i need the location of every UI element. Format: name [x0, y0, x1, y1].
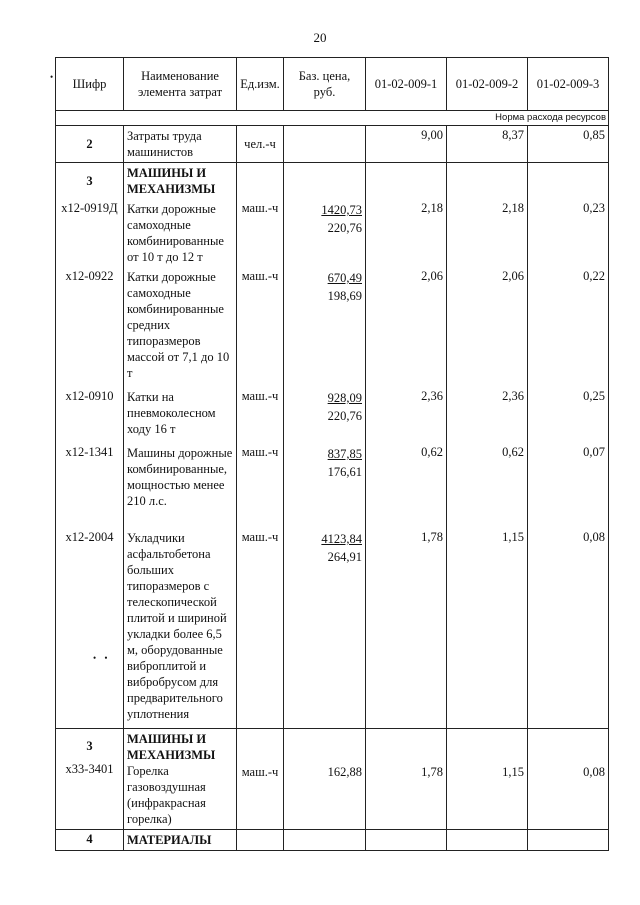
machine-unit: маш.-ч — [237, 443, 284, 528]
header-col3: 01-02-009-3 — [528, 58, 609, 111]
price-salary: 264,91 — [327, 550, 362, 564]
burner-v1: 1,78 — [366, 728, 447, 829]
labor-v2: 8,37 — [447, 126, 528, 163]
machine-v2: 0,62 — [447, 443, 528, 528]
machine-unit: маш.-ч — [237, 267, 284, 387]
machine-unit: маш.-ч — [237, 199, 284, 267]
machine-v1: 2,06 — [366, 267, 447, 387]
machine-name: Катки дорожные самоходные комбинированные средних типоразмеров массой от 7,1 до 10 т — [124, 267, 237, 387]
machine-v3: 0,22 — [528, 267, 609, 387]
burner-v3: 0,08 — [528, 728, 609, 829]
price-salary: 198,69 — [327, 289, 362, 303]
table-row — [56, 528, 609, 728]
labor-code: 2 — [56, 126, 124, 163]
margin-mark: • — [50, 72, 54, 82]
machine-code: х12-0919Д — [56, 199, 124, 267]
machine-v2: 2,06 — [447, 267, 528, 387]
table-row — [56, 443, 609, 528]
header-price: Баз. цена, руб. — [284, 58, 366, 111]
machine-price — [284, 528, 366, 728]
stray-dots: • • — [93, 653, 111, 663]
section-name: МАШИНЫ И МЕХАНИЗМЫ — [127, 731, 216, 762]
header-col1: 01-02-009-1 — [366, 58, 447, 111]
machine-price — [284, 267, 366, 387]
labor-v1: 9,00 — [366, 126, 447, 163]
header-col2: 01-02-009-2 — [447, 58, 528, 111]
machine-v1: 0,62 — [366, 443, 447, 528]
price-salary: 220,76 — [327, 221, 362, 235]
section-row — [56, 829, 609, 850]
header-code: Шифр — [56, 58, 124, 111]
burner-name: Горелка газовоздушная (инфракрасная горелка) — [127, 763, 206, 826]
price-main: 4123,84 — [321, 532, 362, 546]
price-main: 1420,73 — [321, 203, 362, 217]
machine-unit: маш.-ч — [237, 528, 284, 728]
machine-v3: 0,07 — [528, 443, 609, 528]
burner-price: 162,88 — [284, 728, 366, 829]
section-row — [56, 728, 609, 829]
burner-code: х33-3401 — [65, 761, 114, 776]
page-number: 20 — [313, 30, 327, 45]
machine-v1: 2,18 — [366, 199, 447, 267]
resource-table — [55, 57, 609, 851]
machine-code: х12-0910 — [56, 387, 124, 443]
burner-name-cell — [124, 728, 237, 829]
machine-v2: 1,15 — [447, 528, 528, 728]
machine-price — [284, 443, 366, 528]
materials-name: МАТЕРИАЛЫ — [124, 829, 237, 850]
price-main: 928,09 — [327, 391, 362, 405]
machine-unit: маш.-ч — [237, 387, 284, 443]
labor-price — [284, 126, 366, 163]
header-unit: Ед.изм. — [237, 58, 284, 111]
labor-name: Затраты труда машинистов — [124, 126, 237, 163]
norm-label: Норма расхода ресурсов — [56, 111, 609, 126]
table-row — [56, 126, 609, 163]
materials-code: 4 — [56, 829, 124, 850]
table-row — [56, 267, 609, 387]
machine-v3: 0,25 — [528, 387, 609, 443]
table-row — [56, 387, 609, 443]
section-code: 3 — [56, 163, 124, 200]
price-main: 837,85 — [327, 447, 362, 461]
machine-v2: 2,36 — [447, 387, 528, 443]
burner-v2: 1,15 — [447, 728, 528, 829]
burner-unit: маш.-ч — [237, 728, 284, 829]
labor-unit: чел.-ч — [237, 126, 284, 163]
price-main: 670,49 — [327, 271, 362, 285]
table-header-row — [56, 58, 609, 111]
machine-v1: 1,78 — [366, 528, 447, 728]
machine-v2: 2,18 — [447, 199, 528, 267]
section-code: 3 — [86, 738, 93, 753]
section-row — [56, 163, 609, 200]
machine-v3: 0,23 — [528, 199, 609, 267]
machine-name: Катки дорожные самоходные комбинированные от 10 т до 12 т — [124, 199, 237, 267]
table-row — [56, 199, 609, 267]
norm-row — [56, 111, 609, 126]
burner-code-cell — [56, 728, 124, 829]
price-salary: 176,61 — [327, 465, 362, 479]
machine-price — [284, 387, 366, 443]
machine-code: х12-1341 — [56, 443, 124, 528]
machine-name: Машины дорожные комбинированные, мощностью менее 210 л.с. — [124, 443, 237, 528]
section-name: МАШИНЫ И МЕХАНИЗМЫ — [124, 163, 237, 200]
machine-name: Катки на пневмоколесном ходу 16 т — [124, 387, 237, 443]
machine-price — [284, 199, 366, 267]
machine-code: х12-0922 — [56, 267, 124, 387]
machine-code: х12-2004 — [56, 528, 124, 728]
header-name: Наименование элемента затрат — [124, 58, 237, 111]
machine-name: Укладчики асфальтобетона больших типоразмеров с телескопической плитой и шириной укладки более 6,5 м, оборудованные виброплитой и вибробрусом для предварительного уплотнения — [124, 528, 237, 728]
machine-v1: 2,36 — [366, 387, 447, 443]
price-salary: 220,76 — [327, 409, 362, 423]
labor-v3: 0,85 — [528, 126, 609, 163]
machine-v3: 0,08 — [528, 528, 609, 728]
